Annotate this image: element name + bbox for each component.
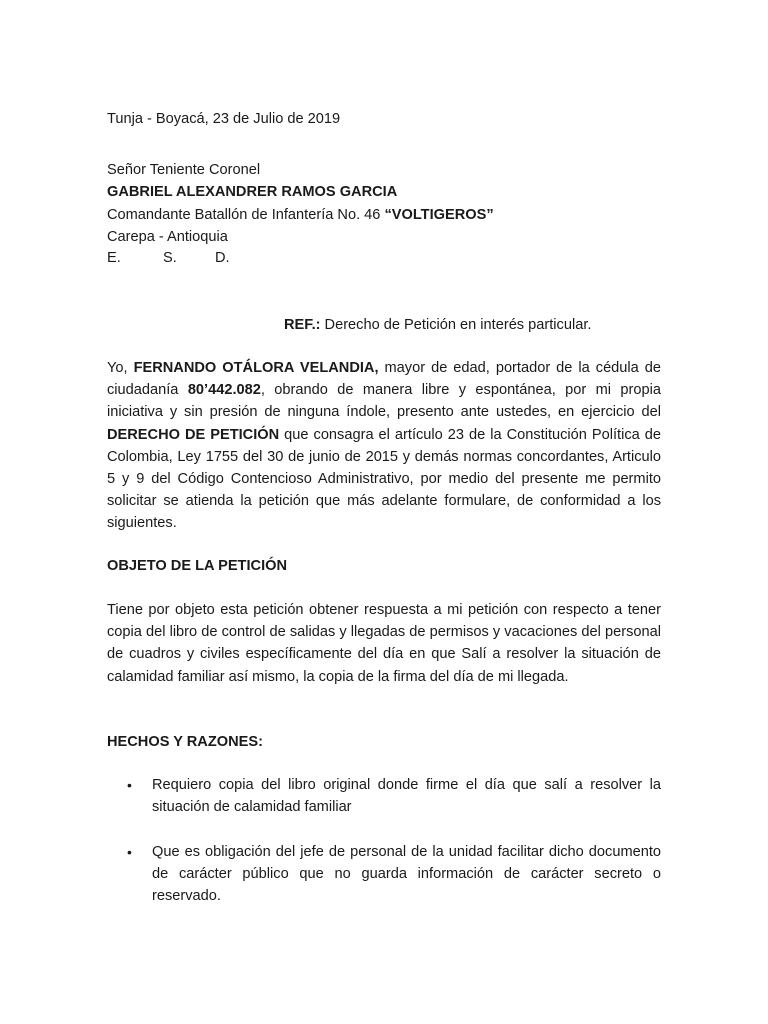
- intro-text-1: Yo,: [107, 360, 134, 376]
- esd-s: S.: [163, 250, 177, 266]
- recipient-name: GABRIEL ALEXANDRER RAMOS GARCIA: [107, 184, 398, 200]
- bullet-marker: •: [127, 777, 132, 793]
- hechos-heading: HECHOS Y RAZONES:: [107, 734, 263, 750]
- ref-text: Derecho de Petición en interés particular.: [320, 317, 592, 333]
- bullet-marker: •: [127, 844, 132, 860]
- list-item: Que es obligación del jefe de personal de la unidad facilitar dicho documento de carácter público que no guarda información de carácter secreto o reservado.: [152, 844, 661, 905]
- ref-label: REF.:: [284, 317, 321, 333]
- intro-text-4: que consagra el artículo 23 de la Constitución Política de Colombia, Ley 1755 del 30 de junio de 2015 y demás normas concordantes, Articulo 5 y 9 del Código Contencioso Administrativo, por medio del presente me permito solicitar se atienda la petición que más adelante formulare, de conformidad a los siguientes.: [107, 426, 661, 532]
- intro-paragraph: [107, 357, 661, 535]
- list-item: Requiero copia del libro original donde firme el día que salí a resolver la situación de calamidad familiar: [152, 777, 661, 816]
- recipient-location: Carepa - Antioquia: [107, 229, 228, 245]
- intro-text-3: , obrando de manera libre y espontánea, por mi propia iniciativa y sin presión de ninguna índole, presento ante ustedes, en ejercicio del: [107, 382, 661, 421]
- recipient-title: Señor Teniente Coronel: [107, 162, 261, 178]
- recipient-position: [107, 204, 494, 226]
- date-line: Tunja - Boyacá, 23 de Julio de 2019: [107, 111, 341, 127]
- petitioner-id-number: 80’442.082: [187, 382, 261, 399]
- intro-text-2: mayor de edad, portador de la cédula de ciudadanía: [107, 360, 662, 399]
- recipient-position-text: Comandante Batallón de Infantería No. 46: [107, 207, 385, 223]
- ref-line: [284, 314, 591, 336]
- esd-line: [107, 247, 230, 269]
- battalion-name: “VOLTIGEROS”: [384, 207, 494, 223]
- petitioner-name: FERNANDO OTÁLORA VELANDIA,: [133, 360, 379, 376]
- esd-e: E.: [107, 250, 121, 266]
- objeto-heading: OBJETO DE LA PETICIÓN: [107, 558, 288, 574]
- objeto-paragraph: Tiene por objeto esta petición obtener respuesta a mi petición con respecto a tener copia del libro de control de salidas y llegadas de permisos y vacaciones del personal de cuadros y civiles específicamente del día en que Salí a resolver la situación de calamidad familiar así mismo, la copia de la firma del día de mi llegada.: [107, 602, 661, 685]
- esd-d: D.: [215, 250, 230, 266]
- petition-right-name: DERECHO DE PETICIÓN: [107, 426, 280, 443]
